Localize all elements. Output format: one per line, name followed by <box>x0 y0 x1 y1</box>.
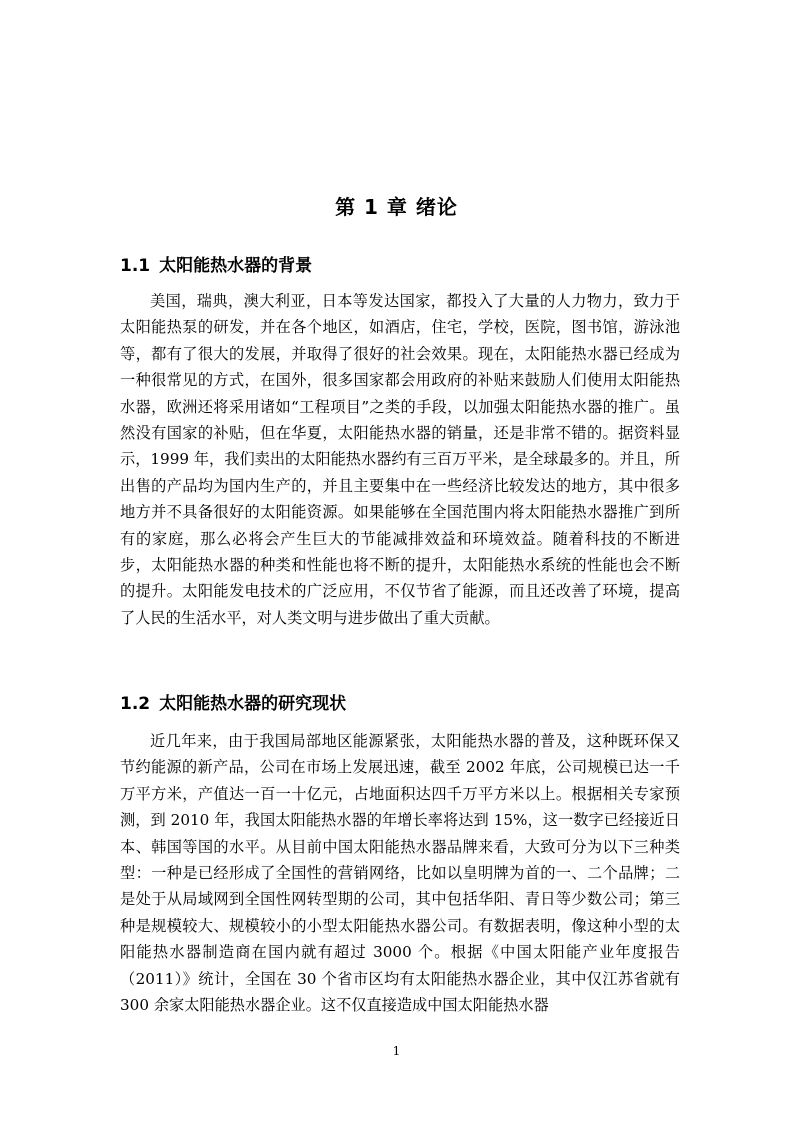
section-number: 1.2 <box>120 694 151 714</box>
section-number: 1.1 <box>120 256 151 276</box>
section-title: 太阳能热水器的研究现状 <box>159 694 347 714</box>
section-1-1-paragraph: 美国，瑞典，澳大利亚，日本等发达国家，都投入了大量的人力物力，致力于太阳能热泵的研发，并在各个地区，如酒店，住宅，学校，医院，图书馆，游泳池等，都有了很大的发展，并取得了很好的社会效果。现在，太阳能热水器已经成为一种很常见的方式，在国外，很多国家都会用政府的补贴来鼓励人们使用太阳能热水器，欧洲还将采用诸如“工程项目”之类的手段，以加强太阳能热水器的推广。虽然没有国家的补贴，但在华夏，太阳能热水器的销量，还是非常不错的。据资料显示，1999 年，我们卖出的太阳能热水器约有三百万平米，是全球最多的。并且，所出售的产品均为国内生产的，并且主要集中在一些经济比较发达的地方，其中很多地方并不具备很好的太阳能资源。如果能够在全国范围内将太阳能热水器推广到所有的家庭，那么必将会产生巨大的节能减排效益和环境效益。随着科技的不断进步，太阳能热水器的种类和性能也将不断的提升，太阳能热水系统的性能也会不断的提升。太阳能发电技术的广泛应用，不仅节省了能源，而且还改善了环境，提高了人民的生活水平，对人类文明与进步做出了重大贡献。 <box>120 292 680 627</box>
chapter-title: 第 1 章 绪论 <box>335 195 458 219</box>
section-1-2-paragraph: 近几年来，由于我国局部地区能源紧张，太阳能热水器的普及，这种既环保又节约能源的新产品，公司在市场上发展迅速，截至 2002 年底，公司规模已达一千万平方米，产值达一百一十亿元，占地面积达四千万平方米以上。根据相关专家预测，到 2010 年，我国太阳能热水器的年增长率将达到 15%，这一数字已经接近日本、韩国等国的水平。从目前中国太阳能热水器品牌来看，大致可分为以下三种类型：一种是已经形成了全国性的营销网络，比如以皇明牌为首的一、二个品牌；二是处于从局域网到全国性网转型期的公司，其中包括华阳、青日等少数公司；第三种是规模较大、规模较小的小型太阳能热水器公司。有数据表明，像这种小型的太阳能热水器制造商在国内就有超过 3000 个。根据《中国太阳能产业年度报告（2011）》统计，全国在 30 个省市区均有太阳能热水器企业，其中仅江苏省就有 300 余家太阳能热水器企业。这不仅直接造成中国太阳能热水器 <box>120 732 680 1015</box>
section-title: 太阳能热水器的背景 <box>159 256 313 276</box>
page-number: 1 <box>392 1044 401 1058</box>
